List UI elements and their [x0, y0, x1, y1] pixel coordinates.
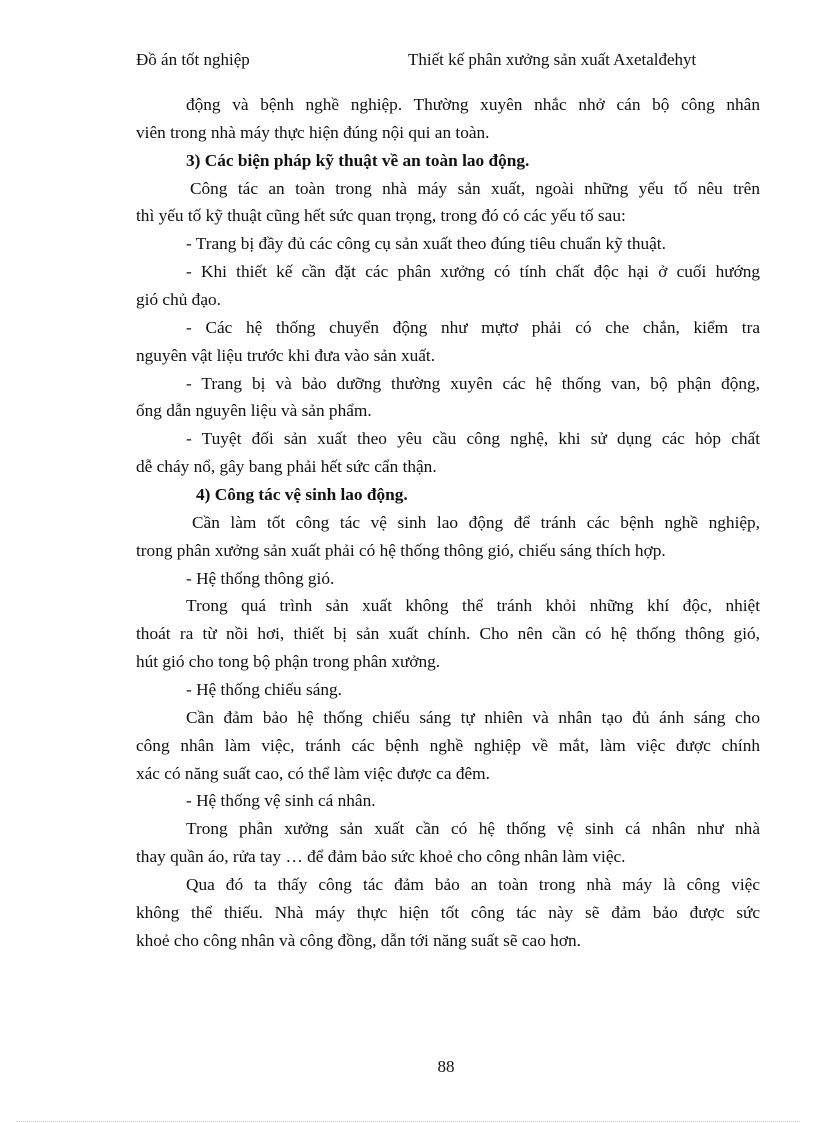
text-line: không thể thiếu. Nhà máy thực hiện tốt công tác này sẽ đảm bảo được sức — [136, 902, 760, 922]
text-line: - Khi thiết kế cần đặt các phân xưởng có tính chất độc hại ở cuối hướng — [186, 262, 760, 282]
document-body — [136, 91, 760, 955]
section-heading-3: 3) Các biện pháp kỹ thuật về an toàn lao động. — [186, 150, 530, 170]
text-line: Qua đó ta thấy công tác đảm bảo an toàn trong nhà máy là công việc — [186, 875, 760, 895]
header-left-title: Đồ án tốt nghiệp — [136, 50, 250, 69]
text-line: viên trong nhà máy thực hiện đúng nội qui an toàn. — [136, 122, 490, 142]
text-line: thoát ra từ nồi hơi, thiết bị sản xuất chính. Cho nên cần có hệ thống thông gió, — [136, 624, 760, 644]
text-line: trong phân xưởng sản xuất phải có hệ thống thông gió, chiếu sáng thích hợp. — [136, 540, 666, 560]
text-line: gió chủ đạo. — [136, 290, 221, 310]
text-line: động và bệnh nghề nghiệp. Thường xuyên nhắc nhở cán bộ công nhân — [186, 95, 760, 114]
text-line: Công tác an toàn trong nhà máy sản xuất, ngoài những yếu tố nêu trên — [190, 178, 760, 198]
text-line: Cần đảm bảo hệ thống chiếu sáng tự nhiên và nhân tạo đủ ánh sáng cho — [186, 707, 760, 727]
text-line: thay quần áo, rửa tay … để đảm bảo sức khoẻ cho công nhân làm việc. — [136, 847, 626, 867]
text-line: - Hệ thống thông gió. — [186, 568, 335, 588]
text-line: Trong quá trình sản xuất không thể tránh khỏi những khí độc, nhiệt — [186, 596, 760, 616]
text-line: dễ cháy nổ, gây bang phải hết sức cẩn thận. — [136, 457, 437, 477]
text-line: công nhân làm việc, tránh các bệnh nghề nghiệp về mắt, làm việc được chính — [136, 735, 760, 755]
header-right-title: Thiết kế phân xưởng sản xuất Axetalđehyt — [408, 50, 697, 69]
text-line: - Hệ thống chiếu sáng. — [186, 680, 342, 700]
text-line: Trong phân xưởng sản xuất cần có hệ thống vệ sinh cá nhân như nhà — [186, 819, 760, 839]
text-line: - Trang bị đầy đủ các công cụ sản xuất theo đúng tiêu chuẩn kỹ thuật. — [186, 234, 666, 254]
text-line: - Tuyệt đối sản xuất theo yêu cầu công nghệ, khi sử dụng các hỏp chất — [186, 429, 760, 449]
page-break-divider — [16, 1121, 800, 1122]
page-number: 88 — [437, 1057, 455, 1076]
text-line: - Các hệ thống chuyển động như mựtơ phải có che chắn, kiểm tra — [186, 317, 760, 337]
text-line: xác có năng suất cao, có thể làm việc được ca đêm. — [136, 763, 490, 783]
section-heading-4: 4) Công tác vệ sinh lao động. — [196, 485, 408, 505]
text-line: Cần làm tốt công tác vệ sinh lao động để tránh các bệnh nghề nghiệp, — [192, 512, 760, 532]
text-line: nguyên vật liệu trước khi đưa vào sản xuất. — [136, 345, 436, 365]
text-line: ống dẫn nguyên liệu và sản phẩm. — [136, 401, 372, 421]
text-line: - Trang bị và bảo dưỡng thường xuyên các hệ thống van, bộ phận động, — [186, 373, 760, 393]
text-line: khoẻ cho công nhân và công đồng, dẫn tới năng suất sẽ cao hơn. — [136, 930, 581, 950]
text-line: thì yếu tố kỹ thuật cũng hết sức quan trọng, trong đó có các yếu tố sau: — [136, 206, 626, 226]
text-line: - Hệ thống vệ sinh cá nhân. — [186, 791, 376, 811]
text-line: hút gió cho tong bộ phận trong phân xưởng. — [136, 652, 441, 672]
